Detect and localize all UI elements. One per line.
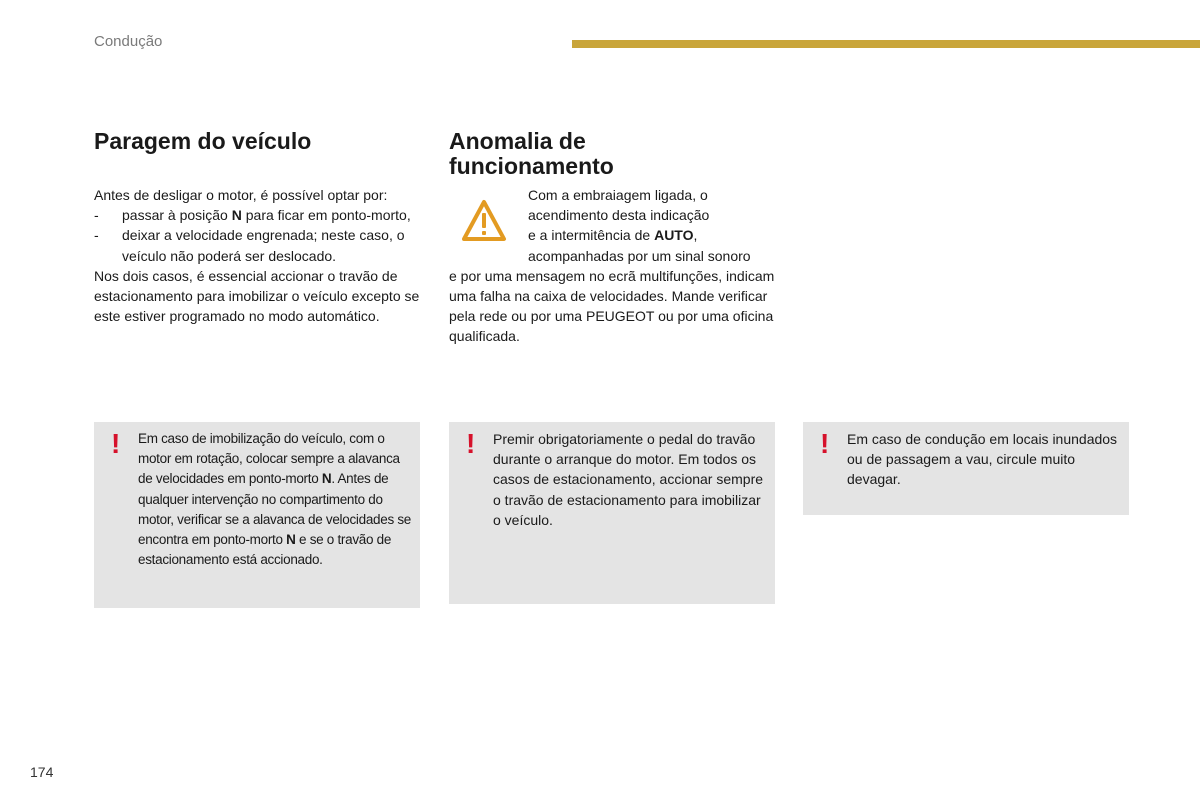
exclamation-icon: ! bbox=[111, 428, 121, 459]
stopping-section-body bbox=[94, 185, 426, 326]
stopping-conclusion: Nos dois casos, é essencial accionar o travão de estacionamento para imobilizar o veículo excepto se este estiver programado no modo automático. bbox=[94, 267, 420, 325]
chapter-title: Condução bbox=[94, 33, 163, 50]
list-dash: - bbox=[94, 207, 99, 224]
exclamation-icon: ! bbox=[820, 428, 830, 459]
list-item bbox=[94, 225, 426, 265]
note-text: Em caso de imobilização do veículo, com o motor em rotação, colocar sempre a alavanca de velocidades em ponto-morto N. Antes de qualquer intervenção no compartimento do motor, verificar se a alavanca de velocidades se encontra em ponto-morto N e se o travão de estacionamento está accionado. bbox=[138, 431, 412, 568]
malfunction-line-3: e a intermitência de AUTO, bbox=[528, 227, 698, 244]
list-item-text: passar à posição N para ficar em ponto-morto, bbox=[122, 207, 411, 224]
note-text: Premir obrigatoriamente o pedal do travão durante o arranque do motor. Em todos os casos de estacionamento, accionar sempre o travão de estacionamento para imobilizar o veículo. bbox=[493, 431, 764, 528]
warning-note-immobilisation bbox=[94, 422, 420, 608]
malfunction-line-4: acompanhadas por um sinal sonoro bbox=[528, 247, 751, 264]
section-title-stopping: Paragem do veículo bbox=[94, 128, 312, 154]
note-text: Em caso de condução em locais inundados ou de passagem a vau, circule muito devagar. bbox=[847, 431, 1118, 488]
header-accent-bar bbox=[572, 40, 1200, 48]
list-item-text: deixar a velocidade engrenada; neste caso, o veículo não poderá ser deslocado. bbox=[122, 227, 405, 264]
malfunction-line-2: acendimento desta indicação bbox=[528, 207, 710, 224]
list-item bbox=[94, 205, 426, 225]
section-title-malfunction: Anomalia de funcionamento bbox=[449, 128, 614, 179]
stopping-intro: Antes de desligar o motor, é possível optar por: bbox=[94, 187, 388, 203]
malfunction-rest: e por uma mensagem no ecrã multifunções, indicam uma falha na caixa de velocidades. Mande verificar pela rede ou por uma PEUGEOT ou por uma oficina qualificada. bbox=[449, 267, 775, 345]
malfunction-section-body bbox=[449, 185, 781, 347]
exclamation-icon: ! bbox=[466, 428, 476, 459]
malfunction-line-1: Com a embraiagem ligada, o bbox=[528, 187, 708, 203]
warning-note-flooded-roads bbox=[803, 422, 1129, 515]
page-number: 174 bbox=[30, 764, 54, 780]
list-dash: - bbox=[94, 227, 99, 244]
warning-note-brake-pedal bbox=[449, 422, 775, 604]
